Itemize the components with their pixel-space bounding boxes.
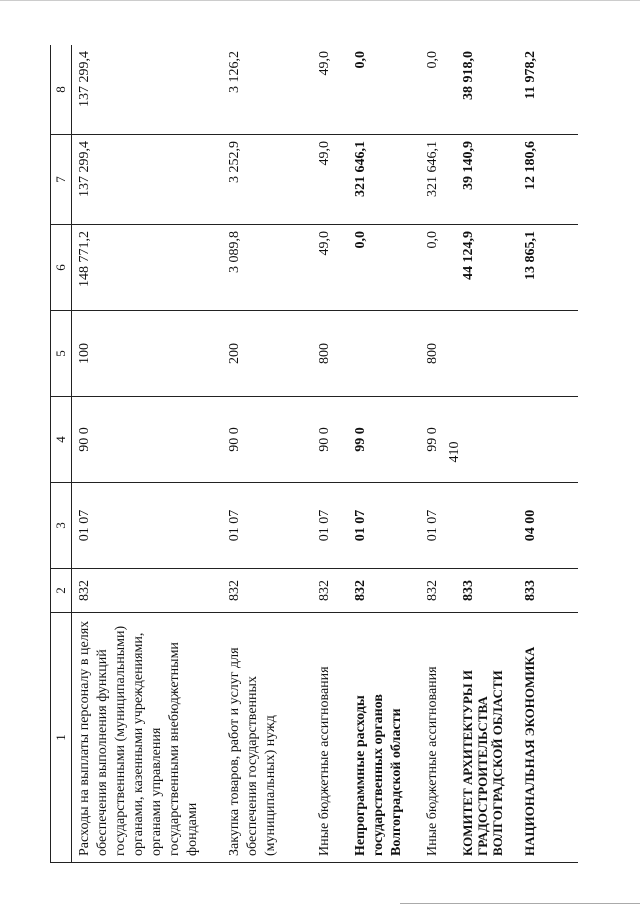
row-section-code: 01 07 bbox=[348, 483, 420, 569]
header-col-7: 7 bbox=[51, 135, 72, 225]
scan-edge-top bbox=[0, 0, 640, 1]
row-amount-3: 137 299,4 bbox=[72, 45, 222, 135]
row-admin-code: 832 bbox=[420, 569, 456, 613]
header-col-3: 3 bbox=[51, 483, 72, 569]
row-amount-1: 13 865,1 bbox=[518, 225, 578, 311]
header-col-5: 5 bbox=[51, 311, 72, 397]
row-amount-2: 321 646,1 bbox=[348, 135, 420, 225]
row-section-code: 01 07 bbox=[420, 483, 456, 569]
table-row bbox=[348, 45, 420, 863]
row-name: НАЦИОНАЛЬНАЯ ЭКОНОМИКА bbox=[518, 613, 578, 863]
table-row bbox=[222, 45, 312, 863]
row-name: Иные бюджетные ассигнования bbox=[312, 613, 348, 863]
table-row bbox=[312, 45, 348, 863]
row-target-code: 90 0 bbox=[222, 397, 312, 483]
row-target-code bbox=[456, 397, 518, 483]
row-section-code: 01 07 bbox=[72, 483, 222, 569]
row-expense-type bbox=[348, 311, 420, 397]
row-target-code: 99 0 bbox=[348, 397, 420, 483]
row-name: Непрограммные расходы государственных органов Волгоградской области bbox=[348, 613, 420, 863]
row-target-code: 90 0 bbox=[312, 397, 348, 483]
row-name: КОМИТЕТ АРХИТЕКТУРЫ И ГРАДОСТРОИТЕЛЬСТВА ВОЛГОГРАДСКОЙ ОБЛАСТИ bbox=[456, 613, 518, 863]
row-admin-code: 832 bbox=[312, 569, 348, 613]
row-amount-2: 3 252,9 bbox=[222, 135, 312, 225]
row-amount-1: 44 124,9 bbox=[456, 225, 518, 311]
header-col-2: 2 bbox=[51, 569, 72, 613]
row-amount-1: 0,0 bbox=[348, 225, 420, 311]
row-amount-1: 3 089,8 bbox=[222, 225, 312, 311]
scan-edge-bottom bbox=[400, 903, 640, 904]
row-admin-code: 832 bbox=[222, 569, 312, 613]
row-amount-1: 148 771,2 bbox=[72, 225, 222, 311]
budget-table-container bbox=[50, 45, 590, 863]
budget-table bbox=[50, 45, 578, 863]
row-amount-1: 0,0 bbox=[420, 225, 456, 311]
row-amount-2: 321 646,1 bbox=[420, 135, 456, 225]
row-amount-1: 49,0 bbox=[312, 225, 348, 311]
row-section-code: 01 07 bbox=[312, 483, 348, 569]
row-name: Расходы на выплаты персоналу в целях обеспечения выполнения функций государственными (муниципальными) органами, казенными учреждениями, органами управления государственными внебюджетными фондами bbox=[72, 613, 222, 863]
row-amount-3: 0,0 bbox=[348, 45, 420, 135]
row-name: Закупка товаров, работ и услуг для обеспечения государственных (муниципальных) нужд bbox=[222, 613, 312, 863]
row-expense-type: 800 bbox=[312, 311, 348, 397]
row-admin-code: 833 bbox=[518, 569, 578, 613]
row-expense-type: 200 bbox=[222, 311, 312, 397]
table-row bbox=[456, 45, 518, 863]
row-admin-code: 832 bbox=[72, 569, 222, 613]
row-admin-code: 832 bbox=[348, 569, 420, 613]
row-expense-type: 100 bbox=[72, 311, 222, 397]
table-row bbox=[420, 45, 456, 863]
row-amount-3: 3 126,2 bbox=[222, 45, 312, 135]
row-amount-3: 38 918,0 bbox=[456, 45, 518, 135]
row-target-code bbox=[518, 397, 578, 483]
row-amount-2: 12 180,6 bbox=[518, 135, 578, 225]
page-number: 410 bbox=[447, 441, 462, 463]
header-col-1: 1 bbox=[51, 613, 72, 863]
header-col-6: 6 bbox=[51, 225, 72, 311]
rotated-table-area bbox=[50, 45, 590, 863]
row-section-code: 04 00 bbox=[518, 483, 578, 569]
table-row bbox=[72, 45, 222, 863]
row-admin-code: 833 bbox=[456, 569, 518, 613]
header-row bbox=[51, 45, 72, 863]
row-target-code: 99 0 bbox=[420, 397, 456, 483]
row-expense-type: 800 bbox=[420, 311, 456, 397]
row-section-code: 01 07 bbox=[222, 483, 312, 569]
row-amount-3: 11 978,2 bbox=[518, 45, 578, 135]
row-amount-2: 49,0 bbox=[312, 135, 348, 225]
row-section-code bbox=[456, 483, 518, 569]
row-expense-type bbox=[456, 311, 518, 397]
row-amount-2: 39 140,9 bbox=[456, 135, 518, 225]
header-col-4: 4 bbox=[51, 397, 72, 483]
row-amount-2: 137 299,4 bbox=[72, 135, 222, 225]
table-row bbox=[518, 45, 578, 863]
row-target-code: 90 0 bbox=[72, 397, 222, 483]
row-amount-3: 49,0 bbox=[312, 45, 348, 135]
header-col-8: 8 bbox=[51, 45, 72, 135]
row-name: Иные бюджетные ассигнования bbox=[420, 613, 456, 863]
row-expense-type bbox=[518, 311, 578, 397]
row-amount-3: 0,0 bbox=[420, 45, 456, 135]
